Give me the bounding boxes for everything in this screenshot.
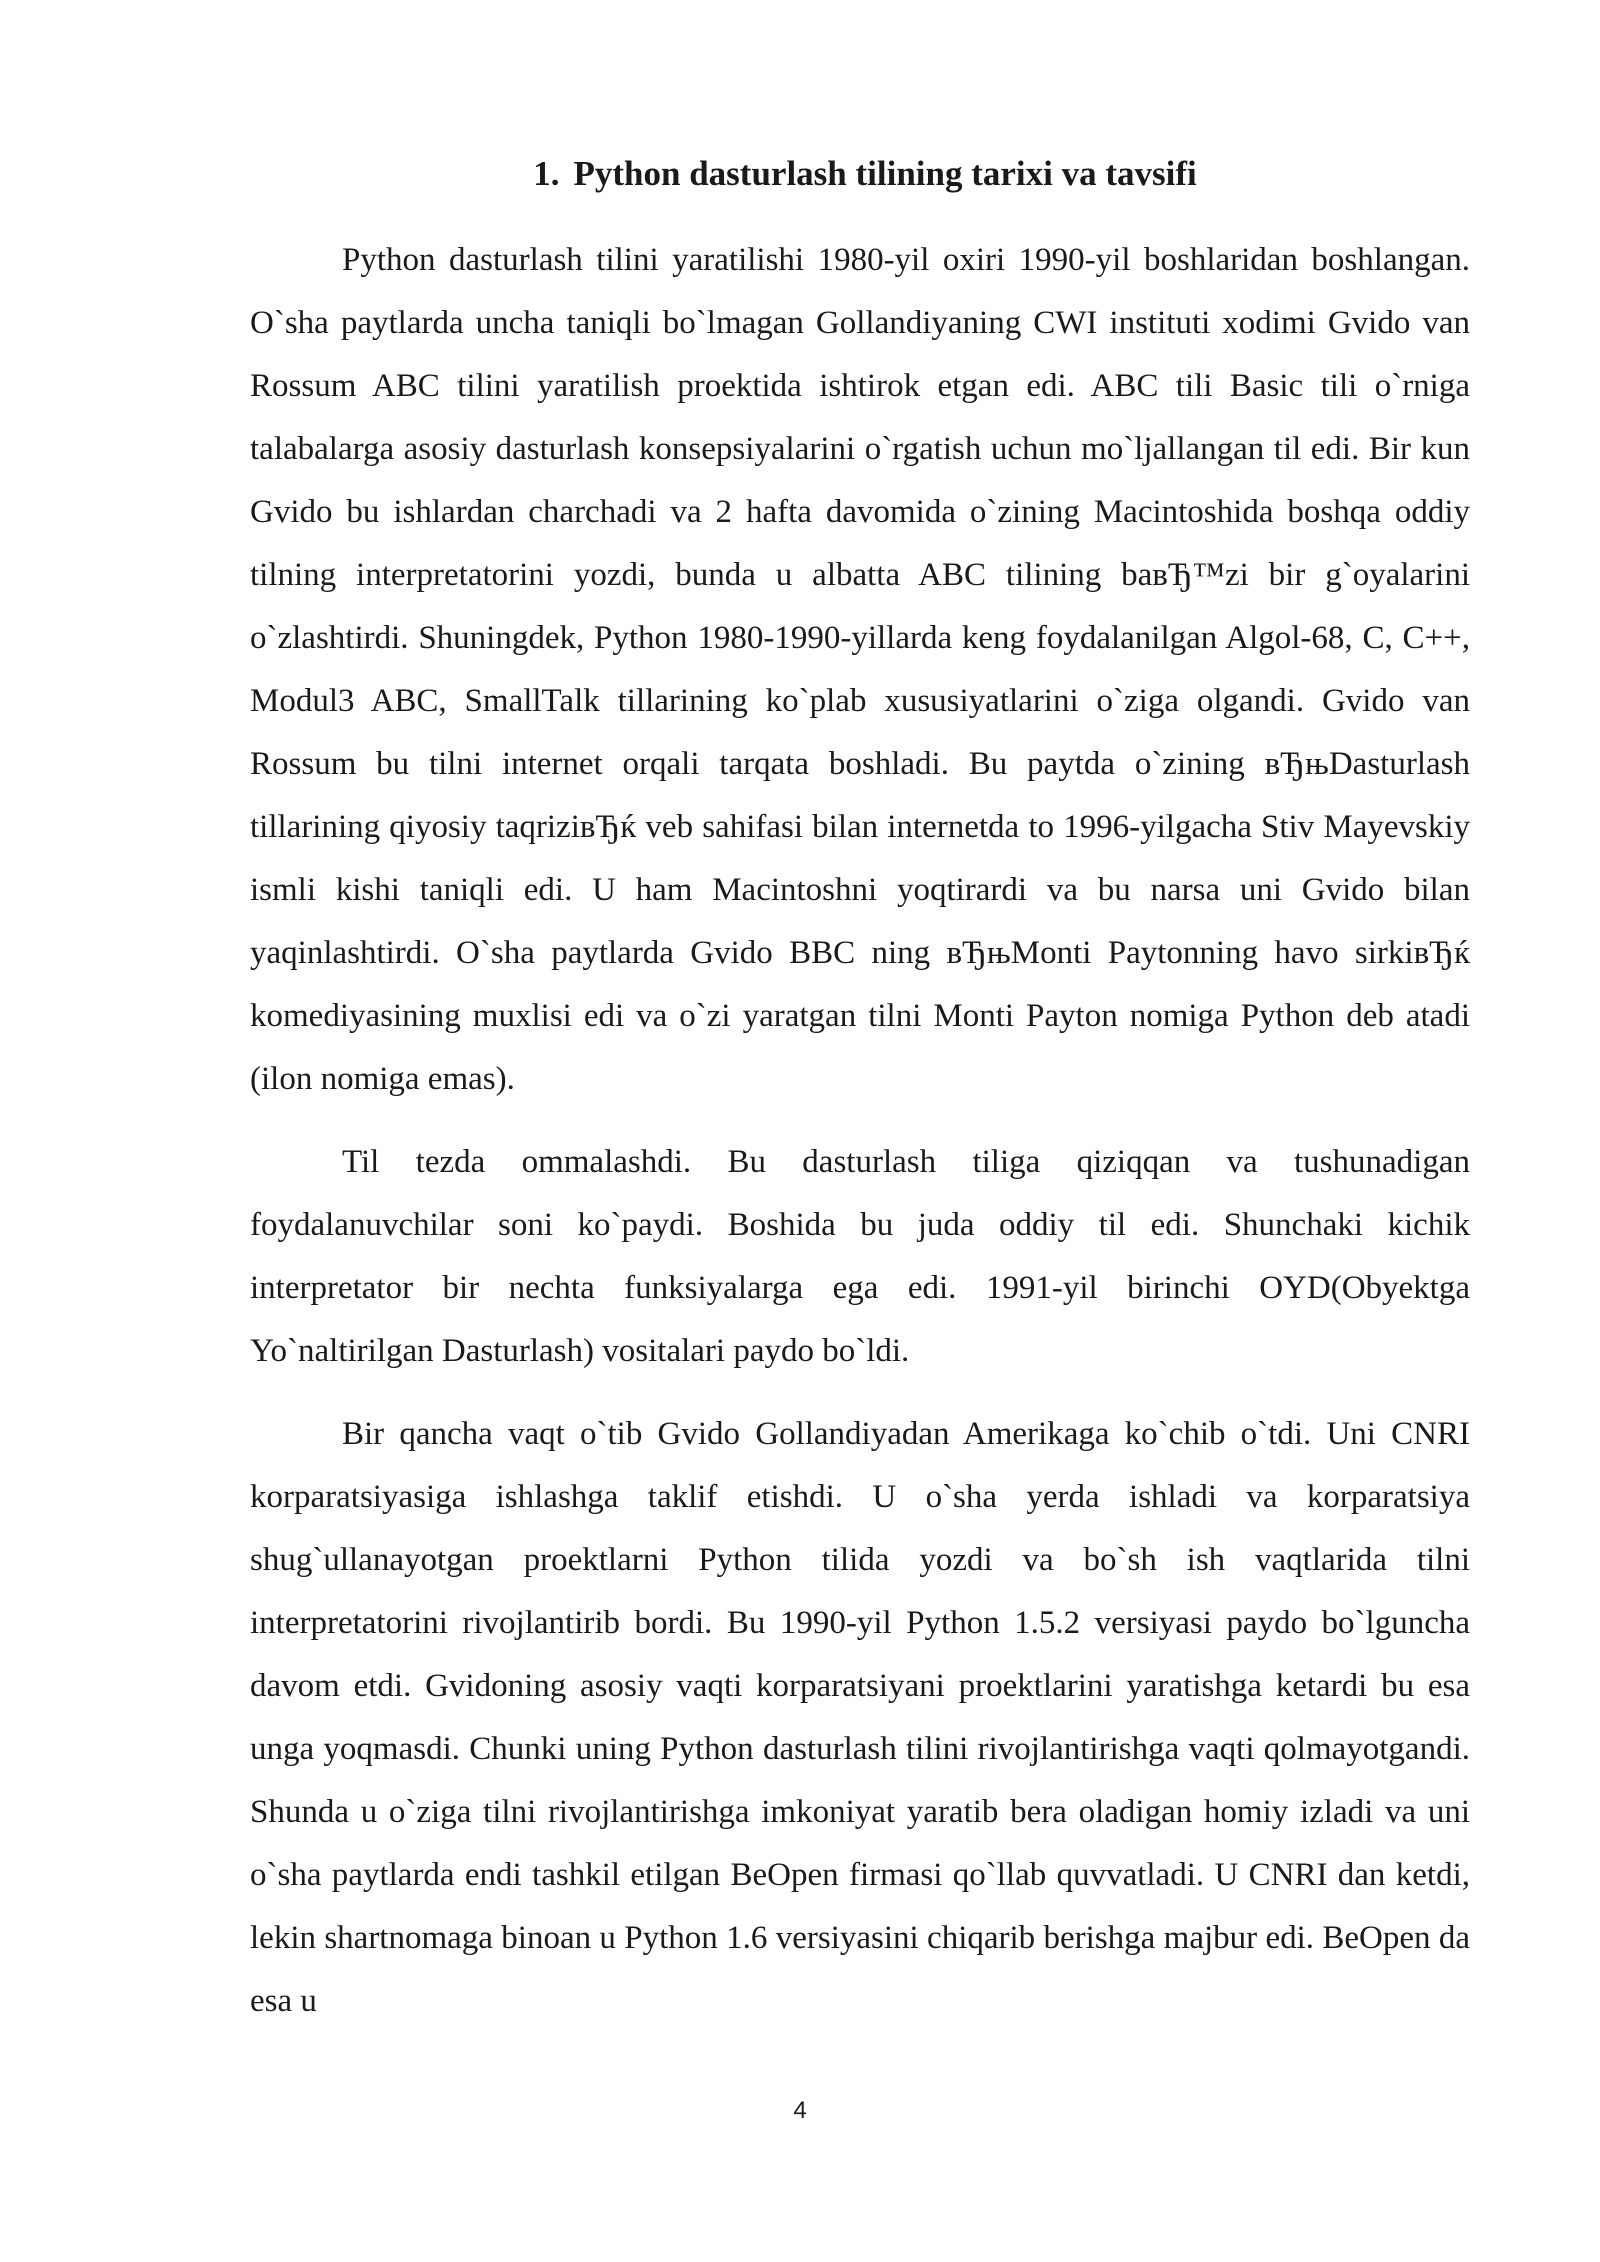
section-heading (0, 150, 1600, 198)
paragraph-cnri: Bir qancha vaqt o`tib Gvido Gollandiyadan Amerikaga ko`chib o`tdi. Uni CNRI korparatsiyasiga ishlashga taklif etishdi. U o`sha yerda ishladi va korparatsiya shug`ullanayotgan proektlarni Python tilida yozdi va bo`sh ish vaqtlarida tilni interpretatorini rivojlantirib bordi. Bu 1990-yil Python 1.5.2 versiyasi paydo bo`lguncha davom etdi. Gvidoning asosiy vaqti korparatsiyani proektlarini yaratishga ketardi bu esa unga yoqmasdi. Chunki uning Python dasturlash tilini rivojlantirishga vaqti qolmayotgandi. Shunda u o`ziga tilni rivojlantirishga imkoniyat yaratib bera oladigan homiy izladi va uni o`sha paytlarda endi tashkil etilgan BeOpen firmasi qo`llab quvvatladi. U CNRI dan ketdi, lekin shartnomaga binoan u Python 1.6 versiyasini chiqarib berishga majbur edi. BeOpen da esa u (250, 1416, 1470, 2019)
section-number: 1. (533, 154, 560, 193)
page-number: 4 (793, 2097, 807, 2124)
body-text (250, 229, 1470, 2033)
paragraph-popularity: Til tezda ommalashdi. Bu dasturlash tiliga qiziqqan va tushunadigan foydalanuvchilar soni ko`paydi. Boshida bu juda oddiy til edi. Shunchaki kichik interpretator bir nechta funksiyalarga ega edi. 1991-yil birinchi OYD(Obyektga Yo`naltirilgan Dasturlash) vositalari paydo bo`ldi. (250, 1144, 1470, 1369)
paragraph-history: Python dasturlash tilini yaratilishi 1980-yil oxiri 1990-yil boshlaridan boshlangan. O`sha paytlarda uncha taniqli bo`lmagan Gollandiyaning CWI instituti xodimi Gvido van Rossum ABC tilini yaratilish proektida ishtirok etgan edi. ABC tili Basic tili o`rniga talabalarga asosiy dasturlash konsepsiyalarini o`rgatish uchun mo`ljallangan til edi. Bir kun Gvido bu ishlardan charchadi va 2 hafta davomida o`zining Macintoshida boshqa oddiy tilning interpretatorini yozdi, bunda u albatta ABC tilining baвЂ™zi bir g`oyalarini o`zlashtirdi. Shuningdek, Python 1980-1990-yillarda keng foydalanilgan Algol-68, C, C++, Modul3 ABC, SmallTalk tillarining ko`plab xususiyatlarini o`ziga olgandi. Gvido van Rossum bu tilni internet orqali tarqata boshladi. Bu paytda o`zining вЂњDasturlash tillarining qiyosiy taqriziвЂќ veb sahifasi bilan internetda to 1996-yilgacha Stiv Mayevskiy ismli kishi taniqli edi. U ham Macintoshni yoqtirardi va bu narsa uni Gvido bilan yaqinlashtirdi. O`sha paytlarda Gvido BBC ning вЂњMonti Paytonning havo sirkiвЂќ komediyasining muxlisi edi va o`zi yaratgan tilni Monti Payton nomiga Python deb atadi (ilon nomiga emas). (250, 242, 1470, 1097)
section-title: Python dasturlash tilining tarixi va tavsifi (573, 154, 1197, 193)
